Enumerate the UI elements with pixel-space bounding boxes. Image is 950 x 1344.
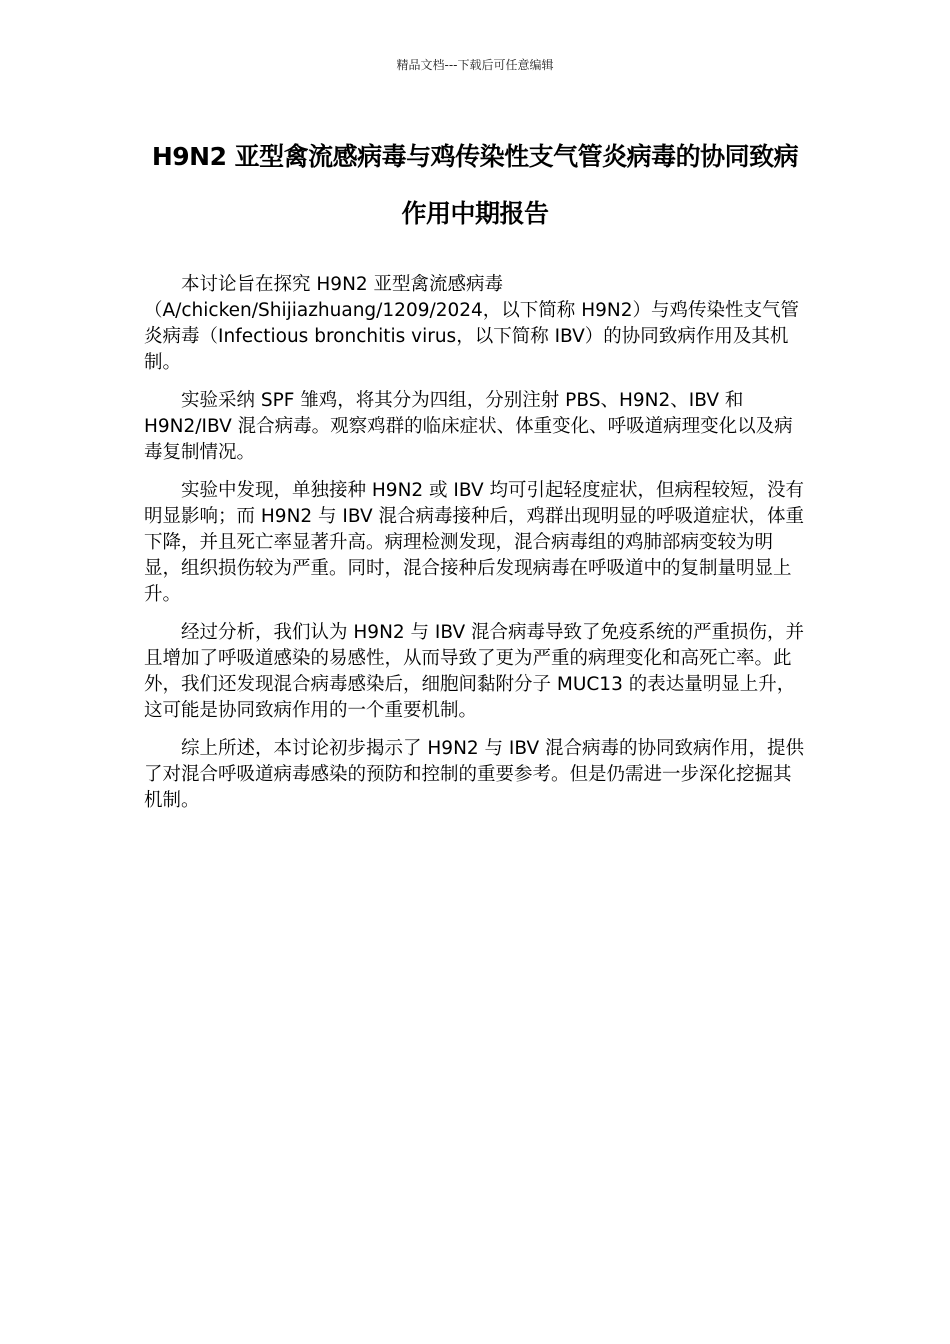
- document-title: H9N2 亚型禽流感病毒与鸡传染性支气管炎病毒的协同致病作用中期报告: [151, 142, 799, 228]
- document-body: [144, 272, 806, 826]
- paragraph-results: 实验中发现，单独接种 H9N2 或 IBV 均可引起轻度症状，但病程较短，没有明显影响；而 H9N2 与 IBV 混合病毒接种后，鸡群出现明显的呼吸道症状，体重下降，并且死亡率显著升高。病理检测发现，混合病毒组的鸡肺部病变较为明显，组织损伤较为严重。同时，混合接种后发现病毒在呼吸道中的复制量明显上升。: [144, 480, 805, 605]
- paragraph-intro: 本讨论旨在探究 H9N2 亚型禽流感病毒（A/chicken/Shijiazhuang/1209/2024，以下简称 H9N2）与鸡传染性支气管炎病毒（Infectious bronchitis virus，以下简称 IBV）的协同致病作用及其机制。: [144, 274, 799, 373]
- paragraph-methods: 实验采纳 SPF 雏鸡，将其分为四组，分别注射 PBS、H9N2、IBV 和 H9N2/IBV 混合病毒。观察鸡群的临床症状、体重变化、呼吸道病理变化以及病毒复制情况。: [144, 390, 793, 463]
- page-header: 精品文档---下载后可任意编辑: [396, 58, 554, 72]
- paragraph-analysis: 经过分析，我们认为 H9N2 与 IBV 混合病毒导致了免疫系统的严重损伤，并且增加了呼吸道感染的易感性，从而导致了更为严重的病理变化和高死亡率。此外，我们还发现混合病毒感染后，细胞间黏附分子 MUC13 的表达量明显上升，这可能是协同致病作用的一个重要机制。: [144, 622, 805, 721]
- paragraph-conclusion: 综上所述，本讨论初步揭示了 H9N2 与 IBV 混合病毒的协同致病作用，提供了对混合呼吸道病毒感染的预防和控制的重要参考。但是仍需进一步深化挖掘其机制。: [144, 738, 805, 811]
